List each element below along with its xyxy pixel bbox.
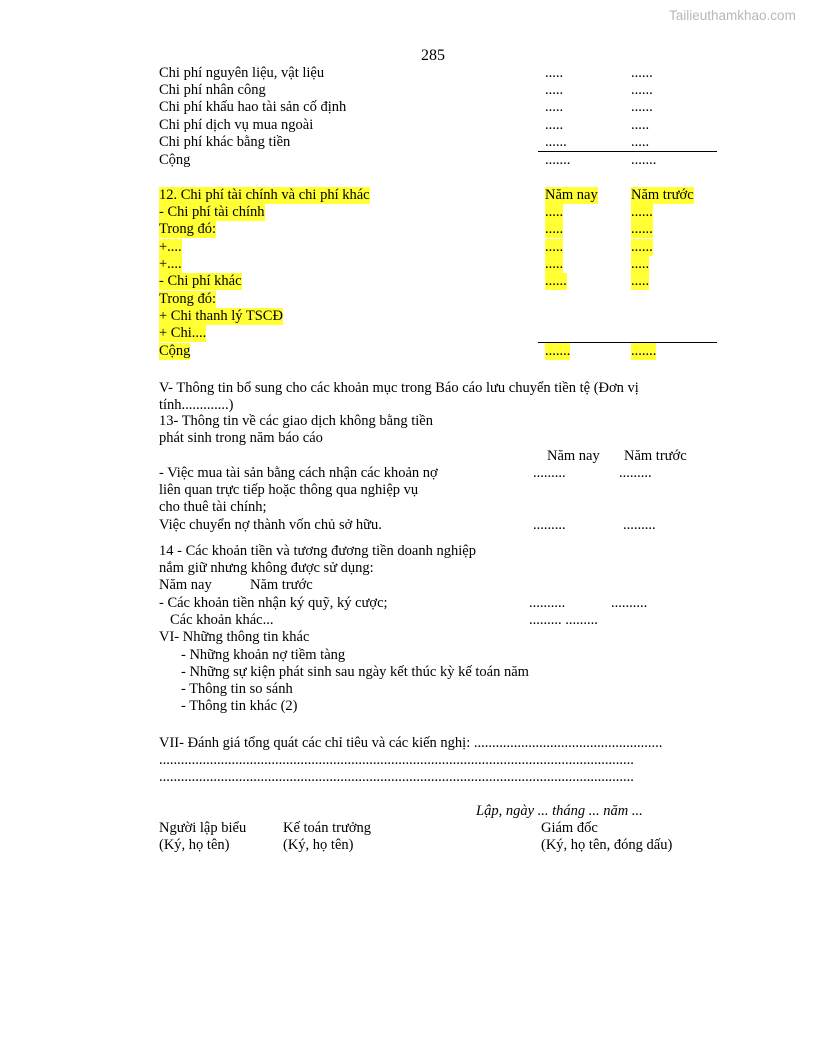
item-13-row-label: Việc chuyển nợ thành vốn chủ sở hữu. (159, 517, 382, 533)
section-12-row-label: +.... (159, 256, 182, 272)
section-7-dotted-line: ................................................................................................................................... (159, 769, 634, 785)
item-14-row-prior: .......... (611, 595, 648, 611)
section-6-item: - Thông tin so sánh (181, 681, 293, 697)
cost-row-prior: ...... (631, 99, 653, 115)
item-14-col-current: Năm nay (159, 577, 212, 593)
col-current-header: Năm nay (547, 448, 600, 464)
col-prior-header: Năm trước (631, 187, 694, 203)
section-7-title: VII- Đánh giá tổng quát các chỉ tiêu và các kiến nghị: .................................................... (159, 735, 663, 751)
col-prior-header: Năm trước (624, 448, 687, 464)
section-12-row-prior: ...... (631, 204, 653, 220)
section-12-row-label: Trong đó: (159, 291, 217, 307)
chief-accountant-title: Kế toán trưởng (283, 820, 372, 836)
section-12-row-current: ...... (545, 273, 567, 289)
preparer-note: (Ký, họ tên) (159, 837, 230, 853)
item-14-col-prior: Năm trước (250, 577, 313, 593)
cost-row-current: ...... (545, 134, 567, 150)
section-12-row-label: - Chi phí tài chính (159, 204, 265, 220)
preparer-title: Người lập biểu (159, 820, 247, 836)
section-12-total-current: ....... (545, 343, 571, 359)
item-14-title-cont: nắm giữ nhưng không được sử dụng: (159, 560, 374, 576)
item-14-row-current: .......... (529, 595, 566, 611)
director-note: (Ký, họ tên, đóng dấu) (541, 837, 673, 853)
cost-total-current: ....... (545, 152, 571, 168)
section-12-row-prior: ...... (631, 239, 653, 255)
section-5-title: V- Thông tin bổ sung cho các khoản mục trong Báo cáo lưu chuyển tiền tệ (Đơn vị (159, 380, 639, 396)
cost-row-label: Chi phí nhân công (159, 82, 266, 98)
item-13-row-label-cont: cho thuê tài chính; (159, 499, 267, 515)
chief-accountant-note: (Ký, họ tên) (283, 837, 354, 853)
section-12-row-label: - Chi phí khác (159, 273, 242, 289)
section-12-row-prior: ..... (631, 273, 650, 289)
item-13-row-prior: ......... (623, 517, 656, 533)
section-6-item: - Những khoản nợ tiềm tàng (181, 647, 346, 663)
section-12-row-current: ..... (545, 256, 564, 272)
section-12-row-current: ..... (545, 221, 564, 237)
cost-row-label: Chi phí dịch vụ mua ngoài (159, 117, 314, 133)
item-14-row-label: Các khoản khác... (170, 612, 274, 628)
cost-row-label: Chi phí khác bằng tiền (159, 134, 291, 150)
cost-row-current: ..... (545, 82, 564, 98)
item-14-row-label: - Các khoản tiền nhận ký quỹ, ký cược; (159, 595, 388, 611)
item-13-title: 13- Thông tin về các giao dịch không bằng tiền (159, 413, 433, 429)
item-13-row-current: ......... (533, 465, 566, 481)
col-current-header: Năm nay (545, 187, 598, 203)
section-7-dotted-line: ................................................................................................................................... (159, 752, 634, 768)
section-6-item: - Thông tin khác (2) (181, 698, 298, 714)
section-12-row-label: + Chi.... (159, 325, 207, 341)
cost-row-current: ..... (545, 117, 564, 133)
section-12-row-prior: ...... (631, 221, 653, 237)
cost-row-prior: ..... (631, 134, 650, 150)
section-5-title-cont: tính.............) (159, 397, 234, 413)
director-title: Giám đốc (541, 820, 598, 836)
item-13-row-prior: ......... (619, 465, 652, 481)
cost-row-label: Chi phí nguyên liệu, vật liệu (159, 65, 325, 81)
item-13-row-current: ......... (533, 517, 566, 533)
item-13-title-cont: phát sinh trong năm báo cáo (159, 430, 323, 446)
cost-total-label: Cộng (159, 152, 191, 168)
cost-row-prior: ..... (631, 117, 650, 133)
item-13-row-label-cont: liên quan trực tiếp hoặc thông qua nghiệp vụ (159, 482, 419, 498)
cost-total-prior: ....... (631, 152, 657, 168)
section-6-title: VI- Những thông tin khác (159, 629, 310, 645)
cost-row-current: ..... (545, 65, 564, 81)
cost-row-label: Chi phí khấu hao tài sản cố định (159, 99, 347, 115)
item-14-title: 14 - Các khoản tiền và tương đương tiền doanh nghiệp (159, 543, 476, 559)
section-12-row-current: ..... (545, 239, 564, 255)
section-12-total-label: Cộng (159, 343, 191, 359)
cost-row-current: ..... (545, 99, 564, 115)
item-13-row-label: - Việc mua tài sản bằng cách nhận các khoản nợ (159, 465, 438, 481)
section-12-title: 12. Chi phí tài chính và chi phí khác (159, 187, 370, 203)
cost-row-prior: ...... (631, 65, 653, 81)
date-line: Lập, ngày ... tháng ... năm ... (476, 803, 643, 819)
section-12-row-label: + Chi thanh lý TSCĐ (159, 308, 283, 324)
section-12-row-prior: ..... (631, 256, 650, 272)
section-12-total-prior: ....... (631, 343, 657, 359)
page-number: 285 (421, 47, 445, 64)
watermark: Tailieuthamkhao.com (669, 8, 796, 23)
cost-row-prior: ...... (631, 82, 653, 98)
section-12-row-current: ..... (545, 204, 564, 220)
section-12-row-label: Trong đó: (159, 221, 217, 237)
item-14-row-values: ......... ......... (529, 612, 598, 628)
section-12-row-label: +.... (159, 239, 182, 255)
section-6-item: - Những sự kiện phát sinh sau ngày kết thúc kỳ kế toán năm (181, 664, 529, 680)
